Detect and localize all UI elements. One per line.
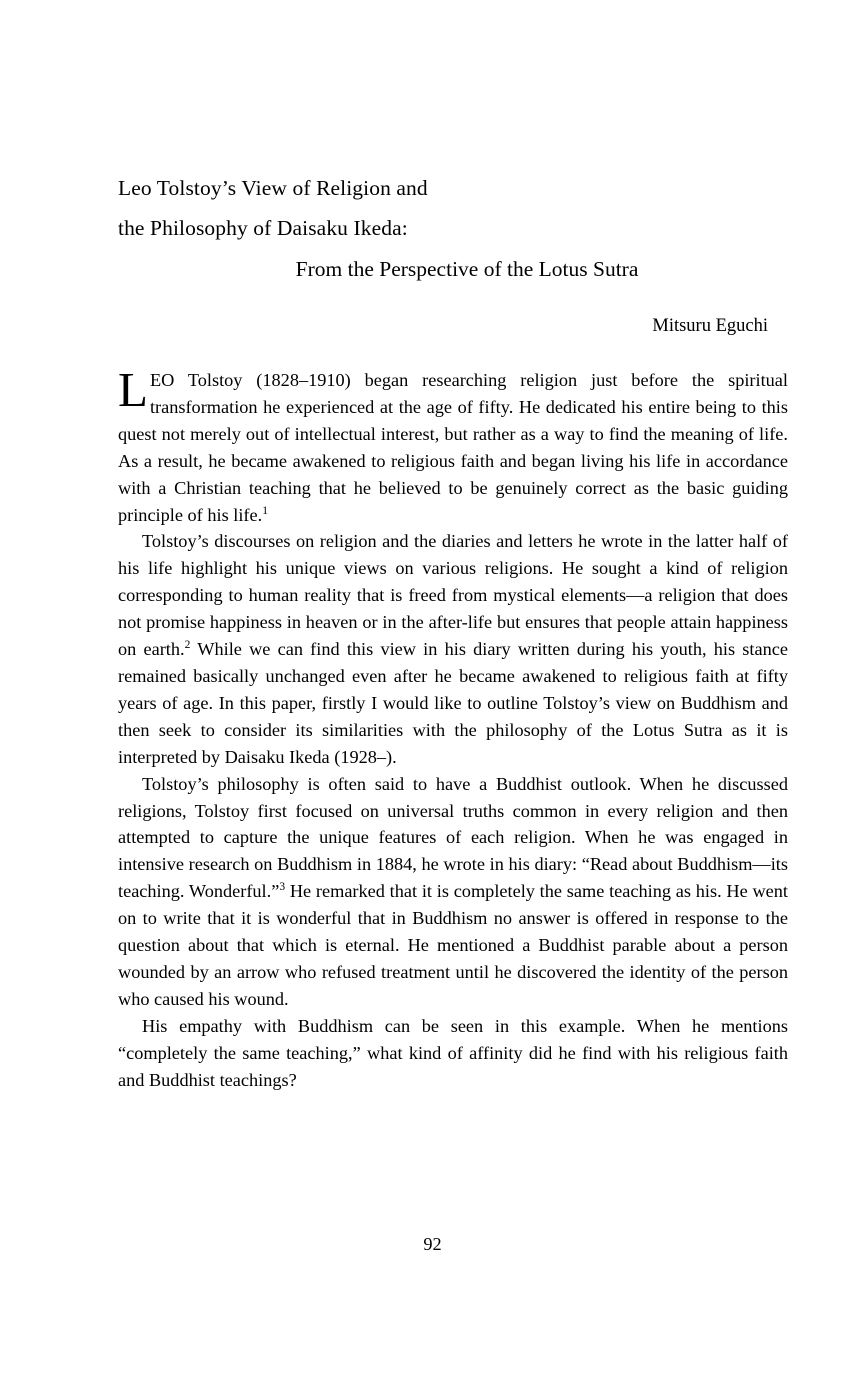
article-body <box>118 362 788 1093</box>
paragraph-3 <box>118 771 788 1013</box>
page-number: 92 <box>423 1234 442 1254</box>
article-title <box>118 168 788 289</box>
footnote-ref-2[interactable]: 2 <box>184 638 191 651</box>
drop-cap: L <box>118 362 148 417</box>
paragraph-2 <box>118 528 788 770</box>
footnote-ref-1[interactable]: 1 <box>262 504 268 517</box>
paragraph-2-text-before-note: Tolstoy’s discourses on religion and the diaries and letters he wrote in the latter half of his life highlight his unique views on various religions. He sought a kind of religion corresponding to human reality that is freed from mystical elements—a religion that does not promise happiness in heaven or in the after-life but ensures that people attain happiness on earth. <box>118 531 788 660</box>
paragraph-3-text-before-note: Tolstoy’s philosophy is often said to have a Buddhist outlook. When he discussed religions, Tolstoy first focused on universal truths common in every religion and then attempted to capture the unique features of each religion. When he was engaged in intensive research on Buddhism in 1884, he wrote in his diary: “Read about Buddhism—its teaching. Wonderful.” <box>118 773 788 902</box>
title-line-2: the Philosophy of Daisaku Ikeda: <box>118 216 408 240</box>
paragraph-1 <box>118 362 788 528</box>
footnote-ref-3[interactable]: 3 <box>279 881 286 894</box>
author-name: Mitsuru Eguchi <box>652 316 768 336</box>
paragraph-2-text-after-note: While we can find this view in his diary written during his youth, his stance remained basically unchanged even after he became awakened to religious faith at fifty years of age. In this paper, firstly I would like to outline Tolstoy’s view on Buddhism and then seek to consider its similarities with the philosophy of the Lotus Sutra as it is interpreted by Daisaku Ikeda (1928–). <box>118 639 788 767</box>
page-content <box>118 168 788 1093</box>
paragraph-3-text-after-note: He remarked that it is completely the same teaching as his. He went on to write that it is wonderful that in Buddhism no answer is offered in response to the question about that which is eternal. He mentioned a Buddhist parable about a person wounded by an arrow who refused treatment until he discovered the identity of the person who caused his wound. <box>118 881 788 1009</box>
article-subtitle: From the Perspective of the Lotus Sutra <box>295 257 639 281</box>
paragraph-4: His empathy with Buddhism can be seen in this example. When he mentions “completely the same teaching,” what kind of affinity did he find with his religious faith and Buddhist teachings? <box>118 1015 788 1090</box>
paragraph-1-text: EO Tolstoy (1828–1910) began researching religion just before the spiritual transformation he experienced at the age of fifty. He dedicated his entire being to this quest not merely out of intellectual interest, but rather as a way to find the meaning of life. As a result, he became awakened to religious faith and began living his life in accordance with a Christian teaching that he believed to be genuinely correct as the basic guiding principle of his life. <box>118 370 788 525</box>
title-line-1: Leo Tolstoy’s View of Religion and <box>118 176 428 200</box>
